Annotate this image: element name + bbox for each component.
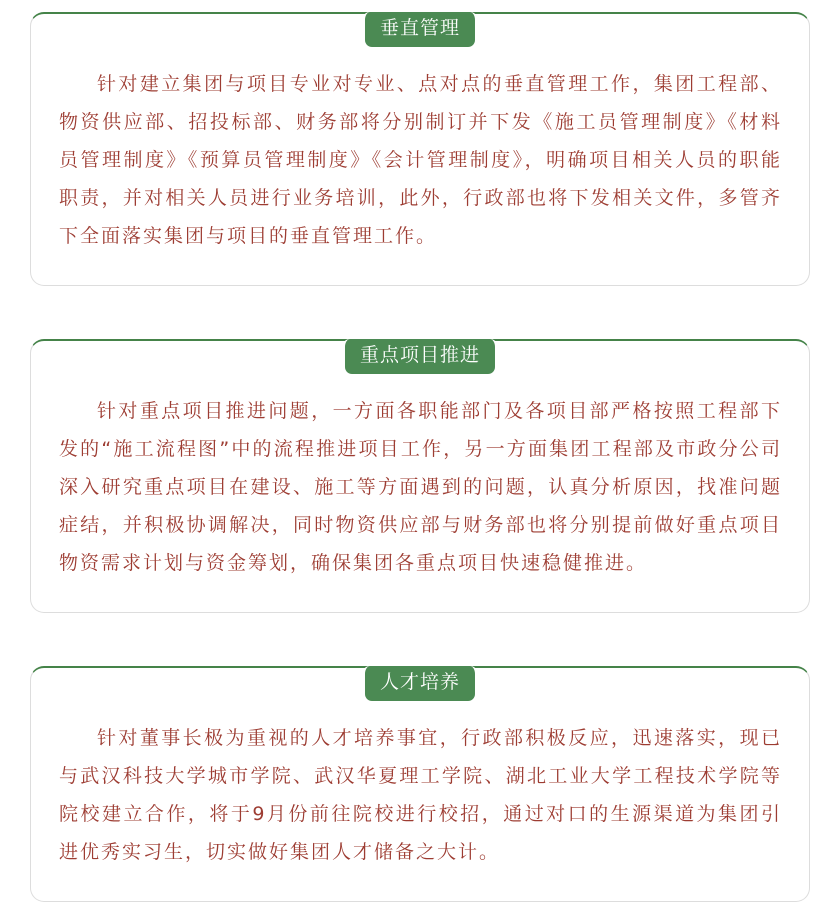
section-card-talent-cultivation: [30, 666, 810, 902]
section-body-text: 针对董事长极为重视的人才培养事宜，行政部积极反应，迅速落实，现已与武汉科技大学城市学院、武汉华夏理工学院、湖北工业大学工程技术学院等院校建立合作，将于9月份前往院校进行校招，通过对口的生源渠道为集团引进优秀实习生，切实做好集团人才储备之大计。: [59, 727, 782, 863]
section-body-text: 针对建立集团与项目专业对专业、点对点的垂直管理工作，集团工程部、物资供应部、招投标部、财务部将分别制订并下发《施工员管理制度》《材料员管理制度》《预算员管理制度》《会计管理制度》，明确项目相关人员的职能职责，并对相关人员进行业务培训，此外，行政部也将下发相关文件，多管齐下全面落实集团与项目的垂直管理工作。: [59, 73, 782, 247]
section-card-vertical-management: [30, 12, 810, 286]
section-title-badge: 重点项目推进: [342, 339, 498, 377]
section-title-badge: 人才培养: [362, 666, 478, 704]
section-body-text: 针对重点项目推进问题，一方面各职能部门及各项目部严格按照工程部下发的“施工流程图”中的流程推进项目工作，另一方面集团工程部及市政分公司深入研究重点项目在建设、施工等方面遇到的问题，认真分析原因，找准问题症结，并积极协调解决，同时物资供应部与财务部也将分别提前做好重点项目物资需求计划与资金筹划，确保集团各重点项目快速稳健推进。: [59, 400, 782, 574]
section-card-key-projects: [30, 339, 810, 613]
section-title-badge: 垂直管理: [362, 12, 478, 50]
